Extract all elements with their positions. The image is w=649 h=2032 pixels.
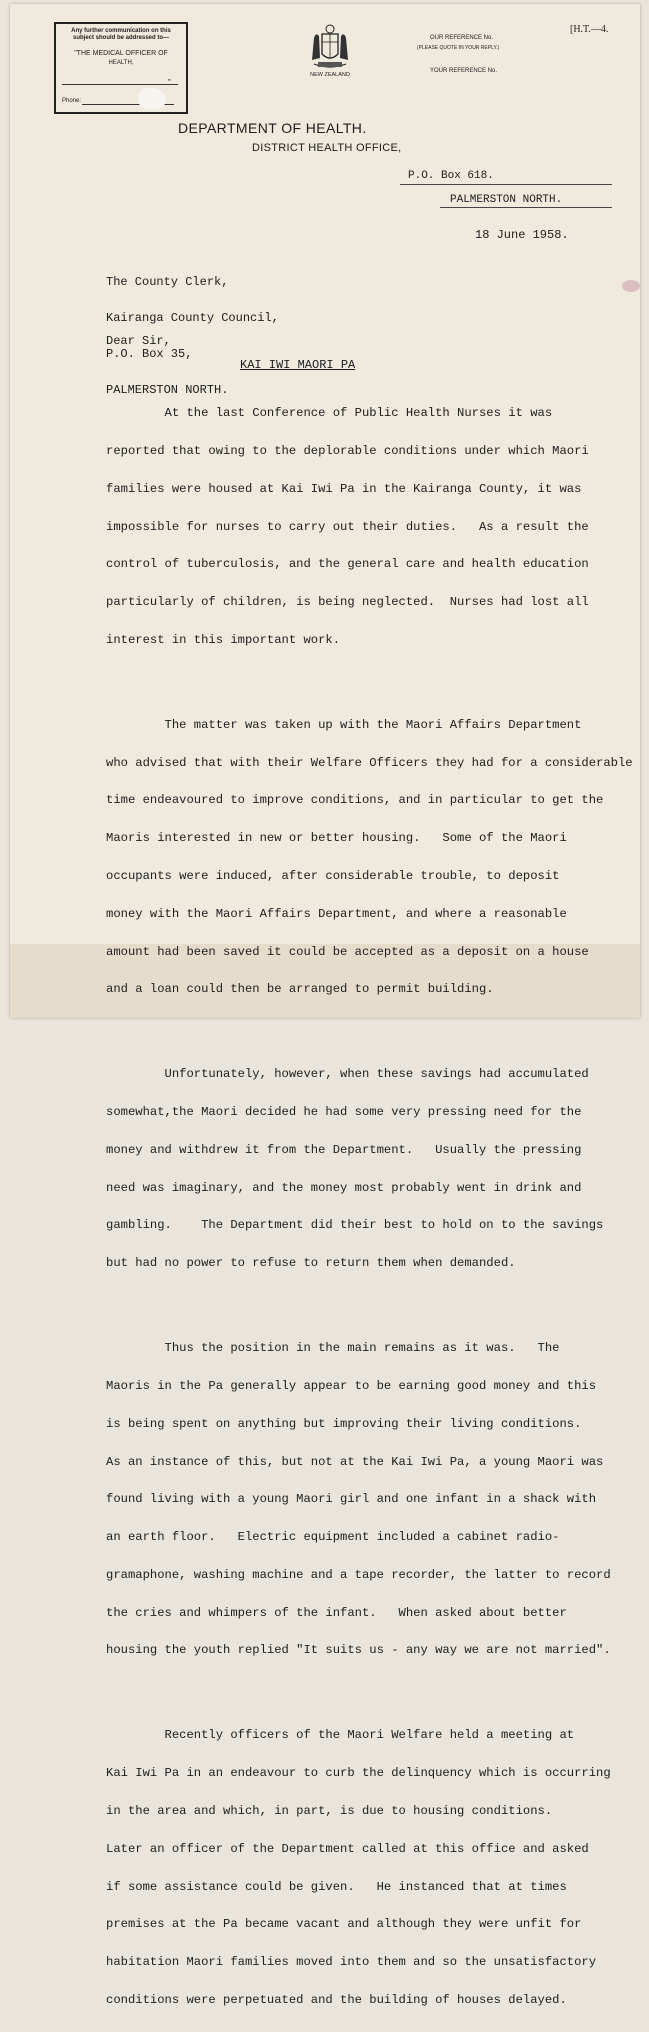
- our-reference-label: OUR REFERENCE No.: [430, 35, 494, 41]
- coat-of-arms-icon: [300, 20, 360, 82]
- paragraph-gap: [106, 1021, 649, 1043]
- box-quote-mark: ": [168, 78, 171, 87]
- recipient-line: P.O. Box 35,: [106, 347, 193, 361]
- body-line: particularly of children, is being neglected. Nurses had lost all: [106, 595, 589, 610]
- body-line: amount had been saved it could be accepted as a deposit on a house: [106, 944, 589, 959]
- body-line: Maoris in the Pa generally appear to be earning good money and this: [106, 1378, 597, 1393]
- body-line: found living with a young Maori girl and one infant in a shack with: [106, 1492, 597, 1507]
- body-line: conditions were perpetuated and the building of houses delayed.: [106, 1992, 567, 2007]
- body-line: an earth floor. Electric equipment included a cabinet radio-: [106, 1530, 560, 1545]
- po-box-underline: [400, 184, 612, 185]
- body-line: gramaphone, washing machine and a tape recorder, the latter to record: [106, 1567, 611, 1582]
- body-line: control of tuberculosis, and the general care and health education: [106, 557, 589, 572]
- body-line: money and withdrew it from the Department. Usually the pressing: [106, 1142, 582, 1157]
- body-line: somewhat,the Maori decided he had some very pressing need for the: [106, 1105, 582, 1120]
- body-line: but had no power to refuse to return them when demanded.: [106, 1256, 516, 1271]
- body-line: occupants were induced, after considerable trouble, to deposit: [106, 868, 560, 883]
- letter-page: [10, 4, 640, 2007]
- letter-date: 18 June 1958.: [475, 228, 569, 242]
- body-line: Unfortunately, however, when these savings had accumulated: [106, 1067, 589, 1082]
- ink-smudge: [622, 280, 640, 292]
- body-line: Maoris interested in new or better housing. Some of the Maori: [106, 831, 567, 846]
- salutation: Dear Sir,: [106, 334, 171, 348]
- body-line: housing the youth replied "It suits us - any way we are not married".: [106, 1643, 611, 1658]
- letter-body: [106, 382, 649, 2032]
- body-line: The matter was taken up with the Maori Affairs Department: [106, 717, 582, 732]
- box-phone-label: Phone:: [62, 98, 82, 104]
- body-line: time endeavoured to improve conditions, and in particular to get the: [106, 793, 604, 808]
- recipient-line: Kairanga County Council,: [106, 311, 279, 325]
- body-line: need was imaginary, and the money most probably went in drink and: [106, 1180, 582, 1195]
- body-line: families were housed at Kai Iwi Pa in the Kairanga County, it was: [106, 481, 582, 496]
- body-line: is being spent on anything but improving their living conditions.: [106, 1416, 582, 1431]
- box-notice-line-1: Any further communication on this: [71, 28, 171, 34]
- body-line: who advised that with their Welfare Officers they had for a considerable: [106, 755, 633, 770]
- paragraph-2: [106, 694, 649, 1021]
- body-line: Later an officer of the Department called at this office and asked: [106, 1841, 589, 1856]
- department-heading: DEPARTMENT OF HEALTH.: [178, 120, 367, 136]
- body-line: and a loan could then be arranged to permit building.: [106, 982, 494, 997]
- box-notice-line-2: subject should be addressed to—: [72, 35, 170, 41]
- body-line: Recently officers of the Maori Welfare held a meeting at: [106, 1728, 575, 1743]
- body-line: At the last Conference of Public Health Nurses it was: [106, 406, 553, 421]
- body-line: interest in this important work.: [106, 632, 341, 647]
- box-addressee-2: HEALTH,: [108, 60, 134, 66]
- form-code: [H.T.—4.: [570, 24, 609, 35]
- box-blank-line: [62, 84, 178, 85]
- paragraph-gap: [106, 1295, 649, 1317]
- body-line: reported that owing to the deplorable conditions under which Maori: [106, 443, 589, 458]
- body-line: in the area and which, in part, is due to housing conditions.: [106, 1803, 553, 1818]
- box-addressee: "THE MEDICAL OFFICER OF: [74, 50, 168, 57]
- body-line: Thus the position in the main remains as it was. The: [106, 1341, 560, 1356]
- body-line: gambling. The Department did their best to hold on to the savings: [106, 1218, 604, 1233]
- your-reference-label: YOUR REFERENCE No.: [430, 68, 498, 74]
- body-line: if some assistance could be given. He instanced that at times: [106, 1879, 567, 1894]
- paragraph-1: [106, 382, 649, 672]
- body-line: impossible for nurses to carry out their duties. As a result the: [106, 519, 589, 534]
- body-line: Kai Iwi Pa in an endeavour to curb the delinquency which is occurring: [106, 1766, 611, 1781]
- recipient-line: The County Clerk,: [106, 275, 229, 289]
- quote-instruction: (PLEASE QUOTE IN YOUR REPLY.): [417, 45, 500, 51]
- recipient-line: PALMERSTON NORTH.: [106, 383, 229, 397]
- body-line: money with the Maori Affairs Department, and where a reasonable: [106, 906, 567, 921]
- paragraph-4: [106, 1317, 649, 1682]
- subject-line: KAI IWI MAORI PA: [240, 358, 356, 372]
- crest-caption: NEW ZEALAND: [310, 72, 350, 78]
- body-line: the cries and whimpers of the infant. When asked about better: [106, 1605, 567, 1620]
- paragraph-5: [106, 1704, 649, 2031]
- address-box: [54, 22, 188, 114]
- paragraph-3: [106, 1043, 649, 1295]
- sender-city-underline: [440, 207, 612, 208]
- paragraph-gap: [106, 672, 649, 694]
- body-line: As an instance of this, but not at the Kai Iwi Pa, a young Maori was: [106, 1454, 604, 1469]
- sender-city: PALMERSTON NORTH.: [450, 194, 563, 206]
- paper-tear: [138, 88, 166, 110]
- office-heading: DISTRICT HEALTH OFFICE,: [252, 142, 402, 154]
- body-line: habitation Maori families moved into them and so the unsatisfactory: [106, 1955, 597, 1970]
- paragraph-gap: [106, 1682, 649, 1704]
- po-box: P.O. Box 618.: [408, 170, 494, 182]
- box-notice: [60, 28, 182, 42]
- body-line: premises at the Pa became vacant and although they were unfit for: [106, 1917, 582, 1932]
